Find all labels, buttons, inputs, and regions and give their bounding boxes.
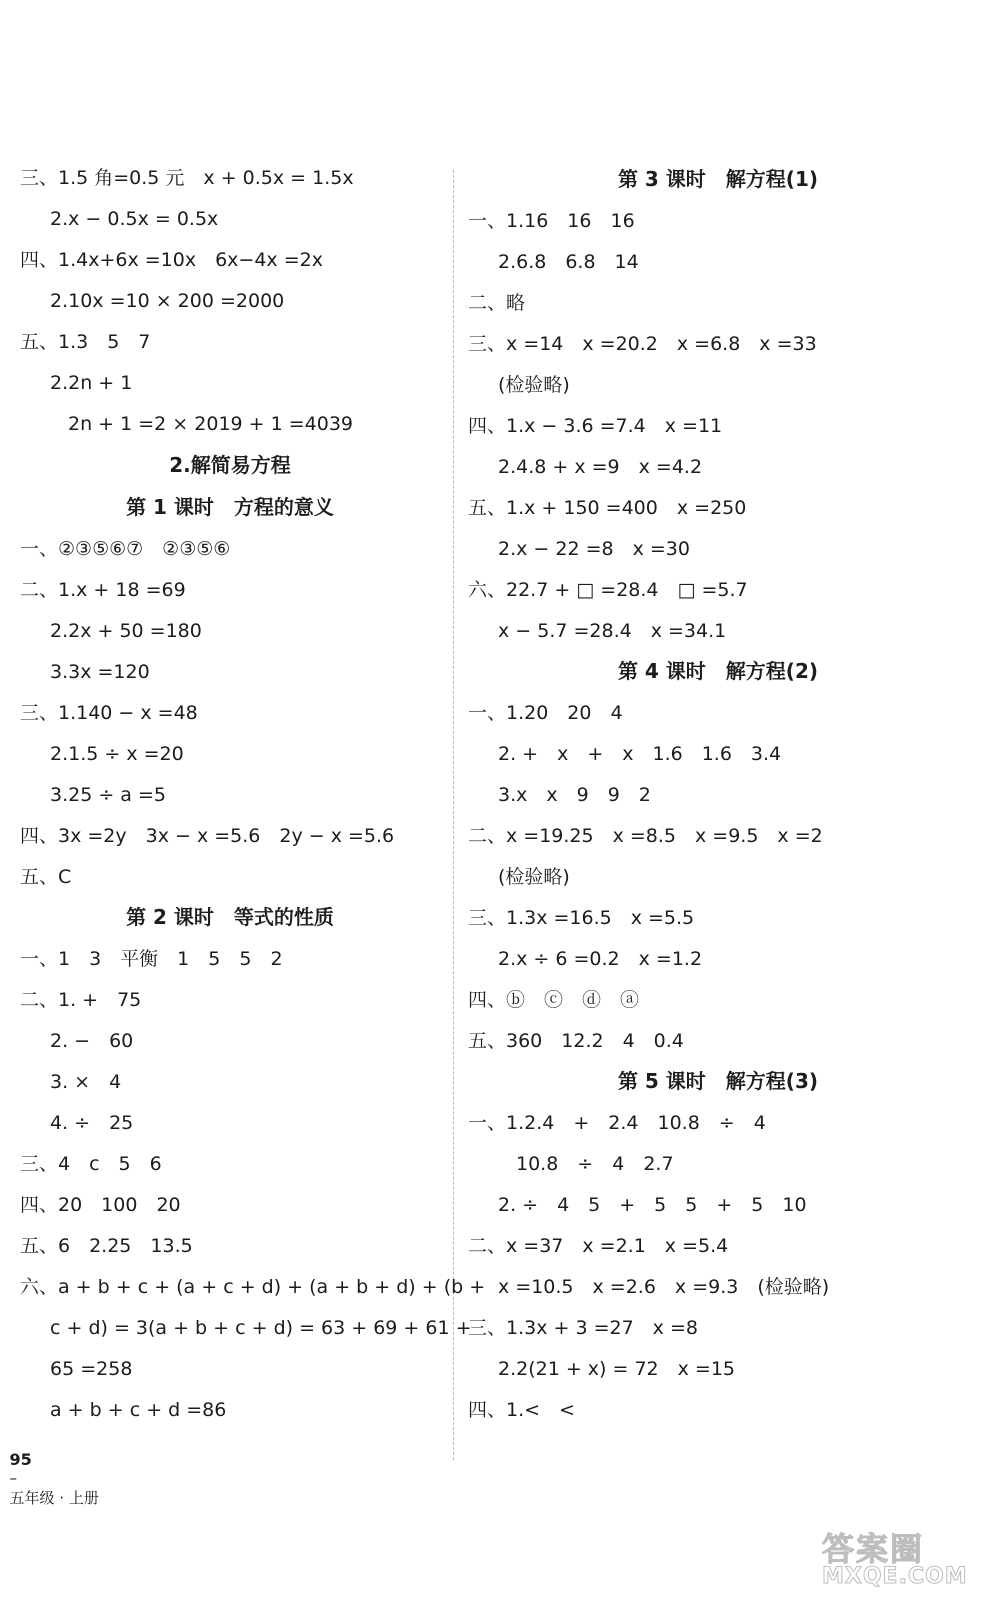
answer-line: 二、略 [468, 292, 526, 314]
answer-line: c + d) = 3(a + b + c + d) = 63 + 69 + 61 + [50, 1317, 472, 1339]
answer-line: x − 5.7 =28.4 x =34.1 [498, 620, 727, 642]
answer-line: 2n + 1 =2 × 2019 + 1 =4039 [68, 413, 354, 435]
answer-line: 3.25 ÷ a =5 [50, 784, 166, 806]
answer-line: 三、x =14 x =20.2 x =6.8 x =33 [468, 333, 817, 355]
answer-line: 六、a + b + c + (a + c + d) + (a + b + d) + (b + [20, 1276, 486, 1298]
answer-line: (检验略) [498, 866, 570, 888]
answer-line: 2.6.8 6.8 14 [498, 251, 639, 273]
answer-line: 2.10x =10 × 200 =2000 [50, 290, 285, 312]
answer-line: 2.2n + 1 [50, 372, 133, 394]
book-label: 五年级 · 上册 [9, 1489, 99, 1507]
answer-line: 二、1. + 75 [20, 989, 142, 1011]
answer-line: 一、1.20 20 4 [468, 702, 623, 724]
answer-line: 10.8 ÷ 4 2.7 [516, 1153, 674, 1175]
answer-line: 五、1.3 5 7 [20, 331, 151, 353]
watermark [822, 1524, 972, 1592]
page-number: 95 [9, 1450, 32, 1469]
answer-line: (检验略) [498, 374, 570, 396]
footer-dash: – [9, 1469, 18, 1487]
section-heading: 2.解简易方程 [169, 453, 291, 477]
answer-line: 四、1.4x+6x =10x 6x−4x =2x [20, 249, 323, 271]
answer-line: 四、20 100 20 [20, 1194, 181, 1216]
answer-line: 3.3x =120 [50, 661, 150, 683]
answer-line: 2.x ÷ 6 =0.2 x =1.2 [498, 948, 703, 970]
answer-line: 2. + x + x 1.6 1.6 3.4 [498, 743, 782, 765]
lesson-heading: 第 3 课时 解方程(1) [617, 167, 819, 191]
answer-line: 4. ÷ 25 [50, 1112, 134, 1134]
answer-line: 一、1.16 16 16 [468, 210, 635, 232]
answer-line: 三、4 c 5 6 [20, 1153, 162, 1175]
column-divider [453, 170, 454, 1460]
answer-line: 四、ⓑ ⓒ ⓓ ⓐ [468, 989, 640, 1011]
answer-line: 四、1.< < [468, 1399, 575, 1421]
answer-line: 五、360 12.2 4 0.4 [468, 1030, 684, 1052]
answer-line: 2.1.5 ÷ x =20 [50, 743, 184, 765]
answer-line: 二、x =19.25 x =8.5 x =9.5 x =2 [468, 825, 823, 847]
answer-line: 一、1.2.4 + 2.4 10.8 ÷ 4 [468, 1112, 766, 1134]
answer-line: x =10.5 x =2.6 x =9.3 (检验略) [498, 1276, 830, 1298]
answer-line: 四、1.x − 3.6 =7.4 x =11 [468, 415, 723, 437]
answer-line: 65 =258 [50, 1358, 133, 1380]
answer-line: 五、6 2.25 13.5 [20, 1235, 193, 1257]
answer-line: 3. × 4 [50, 1071, 122, 1093]
answer-line: 一、②③⑤⑥⑦ ②③⑤⑥ [20, 538, 231, 560]
answer-line: 三、1.5 角=0.5 元 x + 0.5x = 1.5x [20, 167, 354, 189]
answer-line: 2. − 60 [50, 1030, 134, 1052]
answer-line: 2.4.8 + x =9 x =4.2 [498, 456, 703, 478]
answer-line: a + b + c + d =86 [50, 1399, 227, 1421]
answer-line: 五、1.x + 150 =400 x =250 [468, 497, 747, 519]
lesson-heading: 第 1 课时 方程的意义 [126, 495, 334, 519]
answer-line: 三、1.3x =16.5 x =5.5 [468, 907, 695, 929]
answer-line: 2. ÷ 4 5 + 5 5 + 5 10 [498, 1194, 807, 1216]
answer-line: 六、22.7 + □ =28.4 □ =5.7 [468, 579, 748, 601]
answer-line: 四、3x =2y 3x − x =5.6 2y − x =5.6 [20, 825, 395, 847]
answer-line: 2.2(21 + x) = 72 x =15 [498, 1358, 736, 1380]
watermark-url: MXQE.COM [822, 1564, 968, 1589]
answer-line: 2.x − 0.5x = 0.5x [50, 208, 219, 230]
answer-line: 3.x x 9 9 2 [498, 784, 651, 806]
answer-line: 三、1.3x + 3 =27 x =8 [468, 1317, 698, 1339]
answer-line: 2.2x + 50 =180 [50, 620, 202, 642]
answer-line: 一、1 3 平衡 1 5 5 2 [20, 948, 283, 970]
watermark-logo: 答案圈 [822, 1530, 925, 1568]
lesson-heading: 第 5 课时 解方程(3) [617, 1069, 819, 1093]
answer-line: 五、C [20, 866, 72, 888]
answer-line: 三、1.140 − x =48 [20, 702, 198, 724]
lesson-heading: 第 2 课时 等式的性质 [126, 905, 334, 929]
answer-line: 二、x =37 x =2.1 x =5.4 [468, 1235, 729, 1257]
answer-line: 二、1.x + 18 =69 [20, 579, 186, 601]
page-footer [0, 1432, 99, 1508]
lesson-heading: 第 4 课时 解方程(2) [617, 659, 819, 683]
answer-line: 2.x − 22 =8 x =30 [498, 538, 690, 560]
